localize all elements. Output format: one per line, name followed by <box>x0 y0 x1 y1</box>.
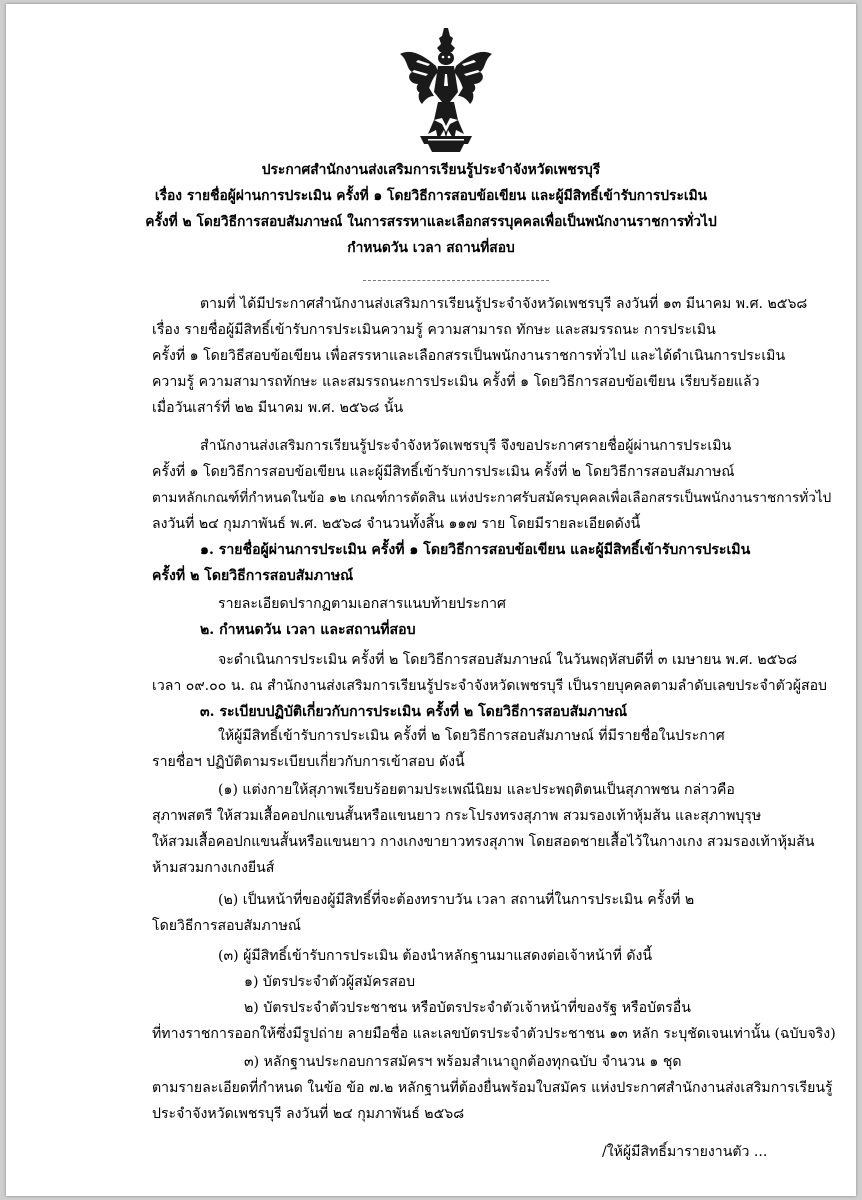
body-line: สุภาพสตรี ให้สวมเสื้อคอปกแขนสั้นหรือแขนยาว กระโปรงทรงสุภาพ สวมรองเท้าหุ้มส้น และสุภาพบุรุษ <box>152 808 762 824</box>
body-line: ห้ามสวมกางเกงยีนส์ <box>152 860 275 876</box>
body-line: จะดำเนินการประเมิน ครั้งที่ ๒ โดยวิธีการสอบสัมภาษณ์ ในวันพฤหัสบดีที่ ๓ เมษายน พ.ศ. ๒๕๖๘ <box>218 652 798 668</box>
body-line: ตามรายละเอียดที่กำหนด ในข้อ ข้อ ๗.๒ หลักฐานที่ต้องยื่นพร้อมใบสมัคร แห่งประกาศสำนักงานส่งเสริมการเรียนรู้ <box>152 1080 833 1096</box>
subject-line-3: กำหนดวัน เวลา สถานที่สอบ <box>347 240 515 256</box>
body-line: ตามที่ ได้มีประกาศสำนักงานส่งเสริมการเรียนรู้ประจำจังหวัดเพชรบุรี ลงวันที่ ๑๓ มีนาคม พ.ศ. ๒๕๖๘ <box>200 296 808 312</box>
body-line: สำนักงานส่งเสริมการเรียนรู้ประจำจังหวัดเพชรบุรี จึงขอประกาศรายชื่อผู้ผ่านการประเมิน <box>200 438 732 454</box>
body-line: ครั้งที่ ๑ โดยวิธีสอบข้อเขียน เพื่อสรรหาและเลือกสรรเป็นพนักงานราชการทั่วไป และได้ดำเนินการประเมิน <box>152 348 786 364</box>
body-line: เมื่อวันเสาร์ที่ ๒๒ มีนาคม พ.ศ. ๒๕๖๘ นั้น <box>152 400 404 416</box>
body-line: ประจำจังหวัดเพชรบุรี ลงวันที่ ๒๔ กุมภาพันธ์ ๒๕๖๘ <box>152 1106 465 1122</box>
body-line: ตามหลักเกณฑ์ที่กำหนดในข้อ ๑๒ เกณฑ์การตัดสิน แห่งประกาศรับสมัครบุคคลเพื่อเลือกสรรเป็นพนักงานราชการทั่วไป <box>152 490 832 506</box>
body-line: ให้ผู้มีสิทธิ์เข้ารับการประเมิน ครั้งที่ ๒ โดยวิธีการสอบสัมภาษณ์ ที่มีรายชื่อในประกาศ <box>218 728 725 744</box>
body-line: ลงวันที่ ๒๔ กุมภาพันธ์ พ.ศ. ๒๕๖๘ จำนวนทั้งสิ้น ๑๑๗ ราย โดยมีรายละเอียดดังนี้ <box>152 516 641 532</box>
body-line: (๓) ผู้มีสิทธิ์เข้ารับการประเมิน ต้องนำหลักฐานมาแสดงต่อเจ้าหน้าที่ ดังนี้ <box>218 948 653 964</box>
page-continuation: /ให้ผู้มีสิทธิ์มารายงานตัว ... <box>602 1144 768 1160</box>
section-2-heading: ๒. กำหนดวัน เวลา และสถานที่สอบ <box>200 622 416 638</box>
title-divider <box>363 280 549 281</box>
subject-line-1: เรื่อง รายชื่อผู้ผ่านการประเมิน ครั้งที่ ๑ โดยวิธีการสอบข้อเขียน และผู้มีสิทธิ์เข้ารับการประเมิน <box>154 188 708 204</box>
subject-line-2: ครั้งที่ ๒ โดยวิธีการสอบสัมภาษณ์ ในการสรรหาและเลือกสรรบุคคลเพื่อเป็นพนักงานราชการทั่วไป <box>145 214 717 230</box>
body-line: รายละเอียดปรากฏตามเอกสารแนบท้ายประกาศ <box>218 596 506 612</box>
body-line: เรื่อง รายชื่อผู้มีสิทธิ์เข้ารับการประเมินความรู้ ความสามารถ ทักษะ และสมรรถนะ การประเมิน <box>152 322 716 338</box>
section-1-heading-cont: ครั้งที่ ๒ โดยวิธีการสอบสัมภาษณ์ <box>152 568 354 584</box>
section-3-heading: ๓. ระเบียบปฏิบัติเกี่ยวกับการประเมิน ครั้งที่ ๒ โดยวิธีการสอบสัมภาษณ์ <box>200 704 628 720</box>
body-line: ที่ทางราชการออกให้ซึ่งมีรูปถ่าย ลายมือชื่อ และเลขบัตรประจำตัวประชาชน ๑๓ หลัก ระบุชัดเจนเท่านั้น (ฉบับจริง) <box>152 1026 836 1042</box>
body-line: เวลา ๐๙.๐๐ น. ณ สำนักงานส่งเสริมการเรียนรู้ประจำจังหวัดเพชรบุรี เป็นรายบุคคลตามลำดับเลขประจำตัวผู้สอบ <box>152 678 828 694</box>
body-line: ความรู้ ความสามารถทักษะ และสมรรถนะการประเมิน ครั้งที่ ๑ โดยวิธีการสอบข้อเขียน เรียบร้อยแล้ว <box>152 374 760 390</box>
body-line: ให้สวมเสื้อคอปกแขนสั้นหรือแขนยาว กางเกงขายาวทรงสุภาพ โดยสอดชายเสื้อไว้ในกางเกง สวมรองเท้าหุ้มส้น <box>152 834 815 850</box>
body-line: ๒) บัตรประจำตัวประชาชน หรือบัตรประจำตัวเจ้าหน้าที่ของรัฐ หรือบัตรอื่น <box>244 1000 691 1016</box>
body-line: ครั้งที่ ๑ โดยวิธีการสอบข้อเขียน และผู้มีสิทธิ์เข้ารับการประเมิน ครั้งที่ ๒ โดยวิธีการสอบสัมภาษณ์ <box>152 464 735 480</box>
body-line: (๒) เป็นหน้าที่ของผู้มีสิทธิ์ที่จะต้องทราบวัน เวลา สถานที่ในการประเมิน ครั้งที่ ๒ <box>218 892 695 908</box>
body-line: โดยวิธีการสอบสัมภาษณ์ <box>152 918 301 934</box>
announcement-title: ประกาศสำนักงานส่งเสริมการเรียนรู้ประจำจังหวัดเพชรบุรี <box>261 162 601 178</box>
body-line: ๑) บัตรประจำตัวผู้สมัครสอบ <box>244 974 416 990</box>
body-line: ๓) หลักฐานประกอบการสมัครฯ พร้อมสำเนาถูกต้องทุกฉบับ จำนวน ๑ ชุด <box>244 1054 682 1070</box>
body-line: (๑) แต่งกายให้สุภาพเรียบร้อยตามประเพณีนิยม และประพฤติตนเป็นสุภาพชน กล่าวคือ <box>218 782 735 798</box>
section-1-heading: ๑. รายชื่อผู้ผ่านการประเมิน ครั้งที่ ๑ โดยวิธีการสอบข้อเขียน และผู้มีสิทธิ์เข้ารับการประเมิน <box>200 542 751 558</box>
garuda-emblem <box>398 26 494 154</box>
document-page <box>6 4 856 1196</box>
body-line: รายชื่อฯ ปฏิบัติตามระเบียบเกี่ยวกับการเข้าสอบ ดังนี้ <box>152 754 465 770</box>
